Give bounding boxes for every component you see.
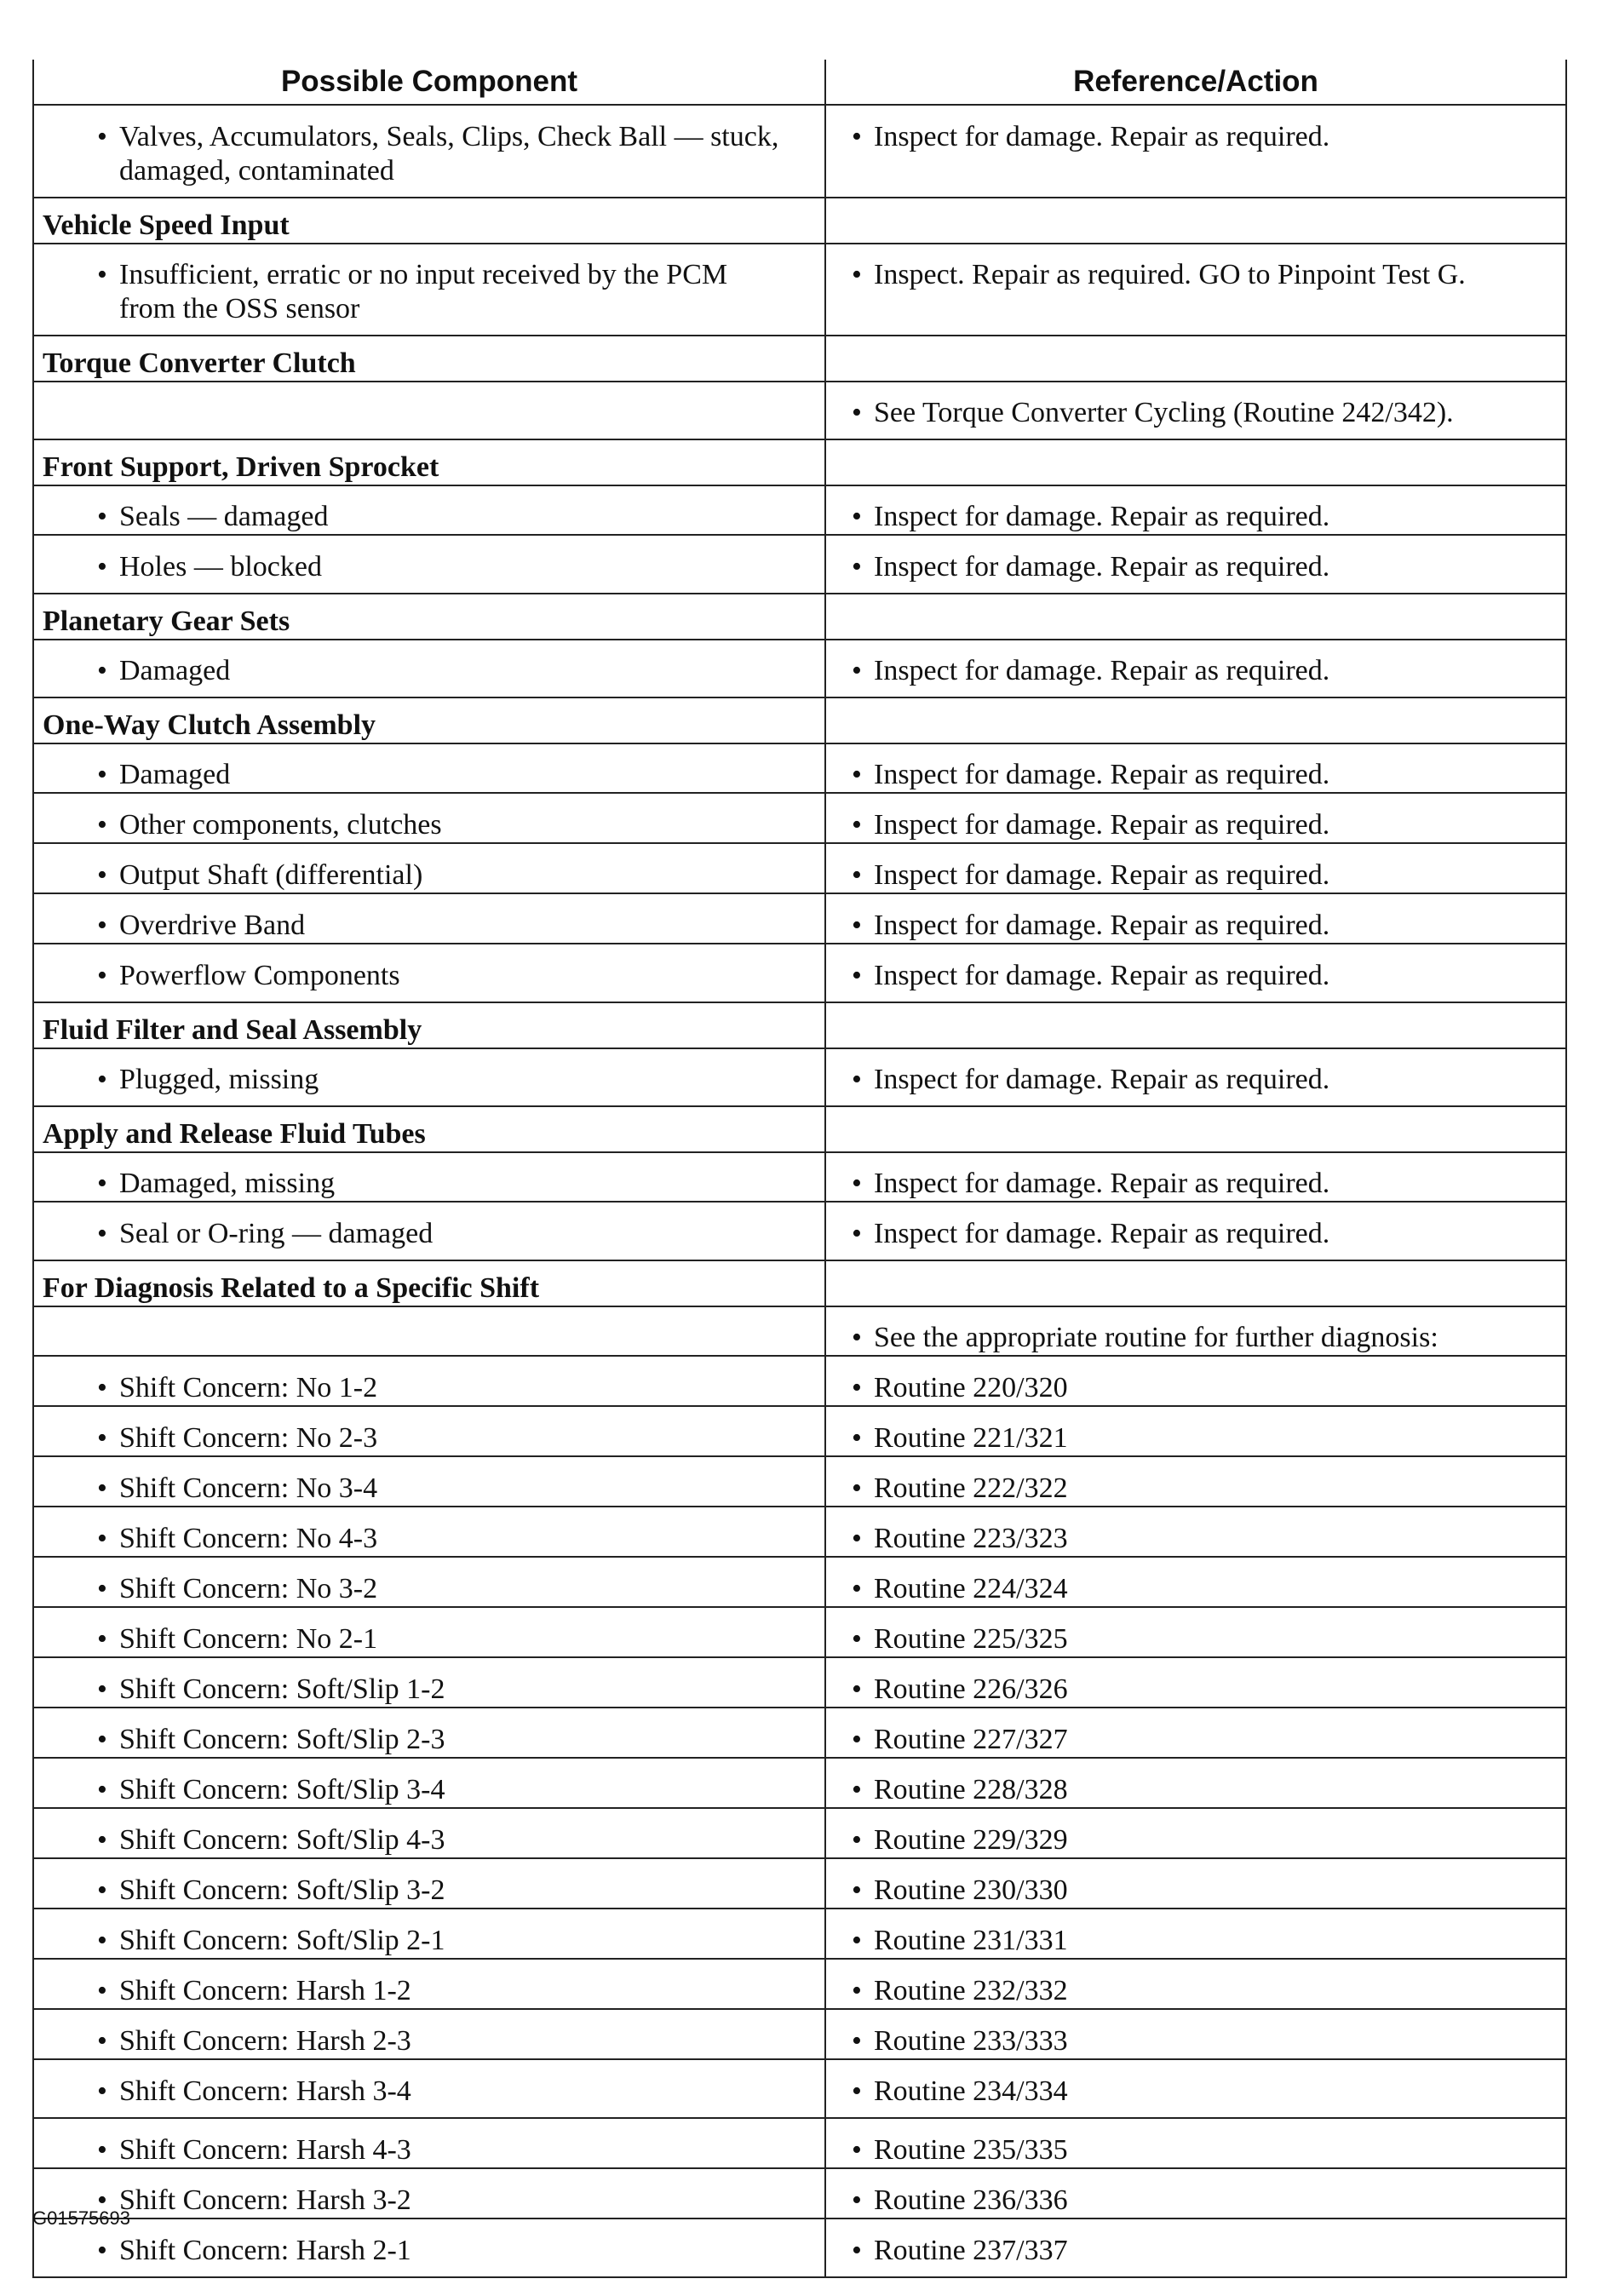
table-row — [33, 1607, 1566, 1657]
table-row — [33, 1507, 1566, 1557]
component-text: • Shift Concern: Soft/Slip 4-3 — [119, 1823, 790, 1857]
group-title-empty-cell — [825, 439, 1566, 485]
action-cell — [825, 105, 1566, 198]
row-group — [33, 1260, 1566, 2118]
component-cell — [33, 793, 825, 843]
component-cell — [33, 1607, 825, 1657]
table-row — [33, 2219, 1566, 2277]
table-row — [33, 843, 1566, 893]
component-cell — [33, 1758, 825, 1808]
component-cell — [33, 2059, 825, 2118]
row-group — [33, 594, 1566, 697]
component-cell — [33, 743, 825, 793]
table-row — [33, 2118, 1566, 2168]
action-text: • Inspect for damage. Repair as required. — [874, 909, 1540, 943]
component-text: • Holes — blocked — [119, 550, 790, 584]
component-text: • Shift Concern: Harsh 3-4 — [119, 2075, 790, 2109]
action-text: • Inspect for damage. Repair as required. — [874, 959, 1540, 993]
component-cell — [33, 1909, 825, 1959]
group-title-empty-cell — [825, 1106, 1566, 1152]
action-cell — [825, 640, 1566, 697]
group-header-row — [33, 1260, 1566, 1306]
table-row — [33, 1306, 1566, 1356]
row-group — [33, 2118, 1566, 2277]
group-header-row — [33, 1106, 1566, 1152]
component-text: • Insufficient, erratic or no input received by the PCM from the OSS sensor — [119, 258, 790, 326]
component-cell — [33, 2219, 825, 2277]
action-cell — [825, 893, 1566, 944]
row-group — [33, 1002, 1566, 1106]
component-cell — [33, 1858, 825, 1909]
action-cell — [825, 1152, 1566, 1202]
group-header-row — [33, 697, 1566, 743]
group-title-cell — [33, 594, 825, 640]
action-cell — [825, 485, 1566, 535]
action-cell — [825, 1959, 1566, 2009]
group-title-cell — [33, 439, 825, 485]
component-cell — [33, 2168, 825, 2219]
component-text: • Plugged, missing — [119, 1063, 790, 1097]
figure-code: G01575693 — [32, 2207, 130, 2229]
action-cell — [825, 1909, 1566, 1959]
action-text: • Routine 226/326 — [874, 1673, 1540, 1707]
action-cell — [825, 1557, 1566, 1607]
table-row — [33, 1808, 1566, 1858]
component-text: • Shift Concern: Soft/Slip 3-2 — [119, 1874, 790, 1908]
table-row — [33, 382, 1566, 439]
action-cell — [825, 2118, 1566, 2168]
component-cell — [33, 1959, 825, 2009]
group-title-cell — [33, 1106, 825, 1152]
component-text: • Shift Concern: Soft/Slip 1-2 — [119, 1673, 790, 1707]
component-cell — [33, 1708, 825, 1758]
action-text: • Inspect for damage. Repair as required. — [874, 550, 1540, 584]
action-cell — [825, 1406, 1566, 1456]
action-cell — [825, 743, 1566, 793]
component-text: • Valves, Accumulators, Seals, Clips, Check Ball — stuck, damaged, contaminated — [119, 120, 790, 188]
table-row — [33, 1456, 1566, 1507]
action-cell — [825, 1356, 1566, 1406]
diagnostic-table — [32, 60, 1567, 2278]
action-text: • Inspect for damage. Repair as required. — [874, 500, 1540, 534]
component-text: • Output Shaft (differential) — [119, 858, 790, 893]
table-row — [33, 743, 1566, 793]
component-cell — [33, 382, 825, 439]
component-cell — [33, 1557, 825, 1607]
action-text: • Inspect for damage. Repair as required. — [874, 1217, 1540, 1251]
group-title: For Diagnosis Related to a Specific Shift — [43, 1272, 540, 1304]
component-text: • Shift Concern: Harsh 2-3 — [119, 2024, 790, 2058]
component-cell — [33, 2118, 825, 2168]
table-row — [33, 105, 1566, 198]
component-cell — [33, 1306, 825, 1356]
component-cell — [33, 1657, 825, 1708]
component-cell — [33, 535, 825, 594]
table-row — [33, 535, 1566, 594]
action-text: • Routine 233/333 — [874, 2024, 1540, 2058]
action-text: • Routine 230/330 — [874, 1874, 1540, 1908]
action-cell — [825, 382, 1566, 439]
group-title-cell — [33, 1260, 825, 1306]
action-cell — [825, 1202, 1566, 1260]
group-header-row — [33, 439, 1566, 485]
table-row — [33, 793, 1566, 843]
table-row — [33, 640, 1566, 697]
group-title-empty-cell — [825, 1002, 1566, 1048]
group-title: Vehicle Speed Input — [43, 210, 290, 241]
group-title-empty-cell — [825, 1260, 1566, 1306]
group-title: Fluid Filter and Seal Assembly — [43, 1014, 422, 1046]
row-group — [33, 439, 1566, 594]
table-row — [33, 1959, 1566, 2009]
group-title-empty-cell — [825, 336, 1566, 382]
action-cell — [825, 2168, 1566, 2219]
action-cell — [825, 2059, 1566, 2118]
component-cell — [33, 485, 825, 535]
component-text: • Overdrive Band — [119, 909, 790, 943]
group-title: Torque Converter Clutch — [43, 347, 356, 379]
group-title-empty-cell — [825, 697, 1566, 743]
table-row — [33, 1657, 1566, 1708]
action-text: • Inspect. Repair as required. GO to Pinpoint Test G. — [874, 258, 1540, 292]
table-row — [33, 485, 1566, 535]
action-text: • Routine 224/324 — [874, 1572, 1540, 1606]
component-cell — [33, 1152, 825, 1202]
table-row — [33, 944, 1566, 1002]
action-text: • Routine 236/336 — [874, 2184, 1540, 2218]
action-text: • Inspect for damage. Repair as required. — [874, 654, 1540, 688]
action-cell — [825, 1507, 1566, 1557]
component-text: • Shift Concern: No 2-1 — [119, 1622, 790, 1656]
action-cell — [825, 1657, 1566, 1708]
component-text: • Other components, clutches — [119, 808, 790, 842]
diagnostic-table-sheet — [32, 60, 1565, 2278]
action-text: • Routine 229/329 — [874, 1823, 1540, 1857]
action-cell — [825, 535, 1566, 594]
group-header-row — [33, 336, 1566, 382]
group-title-cell — [33, 697, 825, 743]
component-cell — [33, 1356, 825, 1406]
table-row — [33, 1152, 1566, 1202]
group-title-cell — [33, 1002, 825, 1048]
action-text: • Inspect for damage. Repair as required. — [874, 1063, 1540, 1097]
header-possible-component: Possible Component — [33, 60, 825, 105]
action-text: • Inspect for damage. Repair as required. — [874, 120, 1540, 154]
component-text: • Shift Concern: Harsh 1-2 — [119, 1974, 790, 2008]
table-row — [33, 1758, 1566, 1808]
row-group — [33, 105, 1566, 198]
header-reference-action: Reference/Action — [825, 60, 1566, 105]
table-row — [33, 1048, 1566, 1106]
action-text: • Inspect for damage. Repair as required. — [874, 808, 1540, 842]
action-cell — [825, 1808, 1566, 1858]
action-text: • Routine 227/327 — [874, 1723, 1540, 1757]
group-title-empty-cell — [825, 198, 1566, 244]
action-text: • Routine 235/335 — [874, 2133, 1540, 2167]
group-title-cell — [33, 336, 825, 382]
table-row — [33, 1858, 1566, 1909]
component-text: • Shift Concern: Soft/Slip 2-3 — [119, 1723, 790, 1757]
table-row — [33, 1202, 1566, 1260]
action-text: • Routine 223/323 — [874, 1522, 1540, 1556]
table-row — [33, 1406, 1566, 1456]
table-row — [33, 1356, 1566, 1406]
action-cell — [825, 1607, 1566, 1657]
component-text: • Shift Concern: No 4-3 — [119, 1522, 790, 1556]
action-cell — [825, 2219, 1566, 2277]
component-cell — [33, 2009, 825, 2059]
group-title: Front Support, Driven Sprocket — [43, 451, 439, 483]
table-row — [33, 2059, 1566, 2118]
action-text: • Inspect for damage. Repair as required. — [874, 1167, 1540, 1201]
row-group — [33, 1106, 1566, 1260]
table-row — [33, 1557, 1566, 1607]
action-cell — [825, 1048, 1566, 1106]
action-cell — [825, 2009, 1566, 2059]
component-cell — [33, 1202, 825, 1260]
action-text: • See the appropriate routine for further diagnosis: — [874, 1321, 1540, 1355]
group-title: One-Way Clutch Assembly — [43, 709, 376, 741]
group-header-row — [33, 198, 1566, 244]
component-cell — [33, 1048, 825, 1106]
component-text: • Damaged — [119, 758, 790, 792]
table-row — [33, 2009, 1566, 2059]
table-row — [33, 244, 1566, 336]
component-cell — [33, 640, 825, 697]
action-cell — [825, 1758, 1566, 1808]
component-text: • Shift Concern: No 3-4 — [119, 1472, 790, 1506]
action-text: • Inspect for damage. Repair as required. — [874, 758, 1540, 792]
action-text: • Routine 232/332 — [874, 1974, 1540, 2008]
action-text: • Routine 228/328 — [874, 1773, 1540, 1807]
table-row — [33, 1909, 1566, 1959]
table-header-row — [33, 60, 1566, 105]
table-row — [33, 1708, 1566, 1758]
action-text: • Routine 222/322 — [874, 1472, 1540, 1506]
action-cell — [825, 843, 1566, 893]
group-title: Apply and Release Fluid Tubes — [43, 1118, 426, 1150]
component-text: • Shift Concern: Soft/Slip 3-4 — [119, 1773, 790, 1807]
action-text: • Routine 225/325 — [874, 1622, 1540, 1656]
group-title-empty-cell — [825, 594, 1566, 640]
component-text: • Shift Concern: Harsh 3-2 — [119, 2184, 790, 2218]
component-text: • Powerflow Components — [119, 959, 790, 993]
component-text: • Shift Concern: No 2-3 — [119, 1421, 790, 1455]
component-text: • Seals — damaged — [119, 500, 790, 534]
component-cell — [33, 1406, 825, 1456]
action-cell — [825, 1456, 1566, 1507]
action-text: • Routine 231/331 — [874, 1924, 1540, 1958]
component-cell — [33, 843, 825, 893]
component-text: • Shift Concern: Harsh 2-1 — [119, 2234, 790, 2268]
action-cell — [825, 244, 1566, 336]
action-cell — [825, 793, 1566, 843]
component-cell — [33, 944, 825, 1002]
component-cell — [33, 893, 825, 944]
table-row — [33, 2168, 1566, 2219]
component-cell — [33, 244, 825, 336]
action-text: • Routine 237/337 — [874, 2234, 1540, 2268]
action-cell — [825, 1858, 1566, 1909]
component-text: • Damaged, missing — [119, 1167, 790, 1201]
component-text: • Shift Concern: Soft/Slip 2-1 — [119, 1924, 790, 1958]
row-group — [33, 336, 1566, 439]
group-title: Planetary Gear Sets — [43, 606, 290, 637]
action-text: • Routine 221/321 — [874, 1421, 1540, 1455]
action-cell — [825, 944, 1566, 1002]
component-text: • Shift Concern: No 3-2 — [119, 1572, 790, 1606]
group-title-cell — [33, 198, 825, 244]
component-cell — [33, 1808, 825, 1858]
group-header-row — [33, 1002, 1566, 1048]
component-cell — [33, 105, 825, 198]
component-text: • Shift Concern: Harsh 4-3 — [119, 2133, 790, 2167]
action-text: • See Torque Converter Cycling (Routine 242/342). — [874, 396, 1540, 430]
row-group — [33, 198, 1566, 336]
action-text: • Routine 220/320 — [874, 1371, 1540, 1405]
action-text: • Inspect for damage. Repair as required. — [874, 858, 1540, 893]
row-group — [33, 697, 1566, 1002]
component-cell — [33, 1507, 825, 1557]
action-cell — [825, 1306, 1566, 1356]
component-cell — [33, 1456, 825, 1507]
action-cell — [825, 1708, 1566, 1758]
group-header-row — [33, 594, 1566, 640]
table-row — [33, 893, 1566, 944]
action-text: • Routine 234/334 — [874, 2075, 1540, 2109]
component-text: • Damaged — [119, 654, 790, 688]
component-text: • Seal or O-ring — damaged — [119, 1217, 790, 1251]
component-text: • Shift Concern: No 1-2 — [119, 1371, 790, 1405]
